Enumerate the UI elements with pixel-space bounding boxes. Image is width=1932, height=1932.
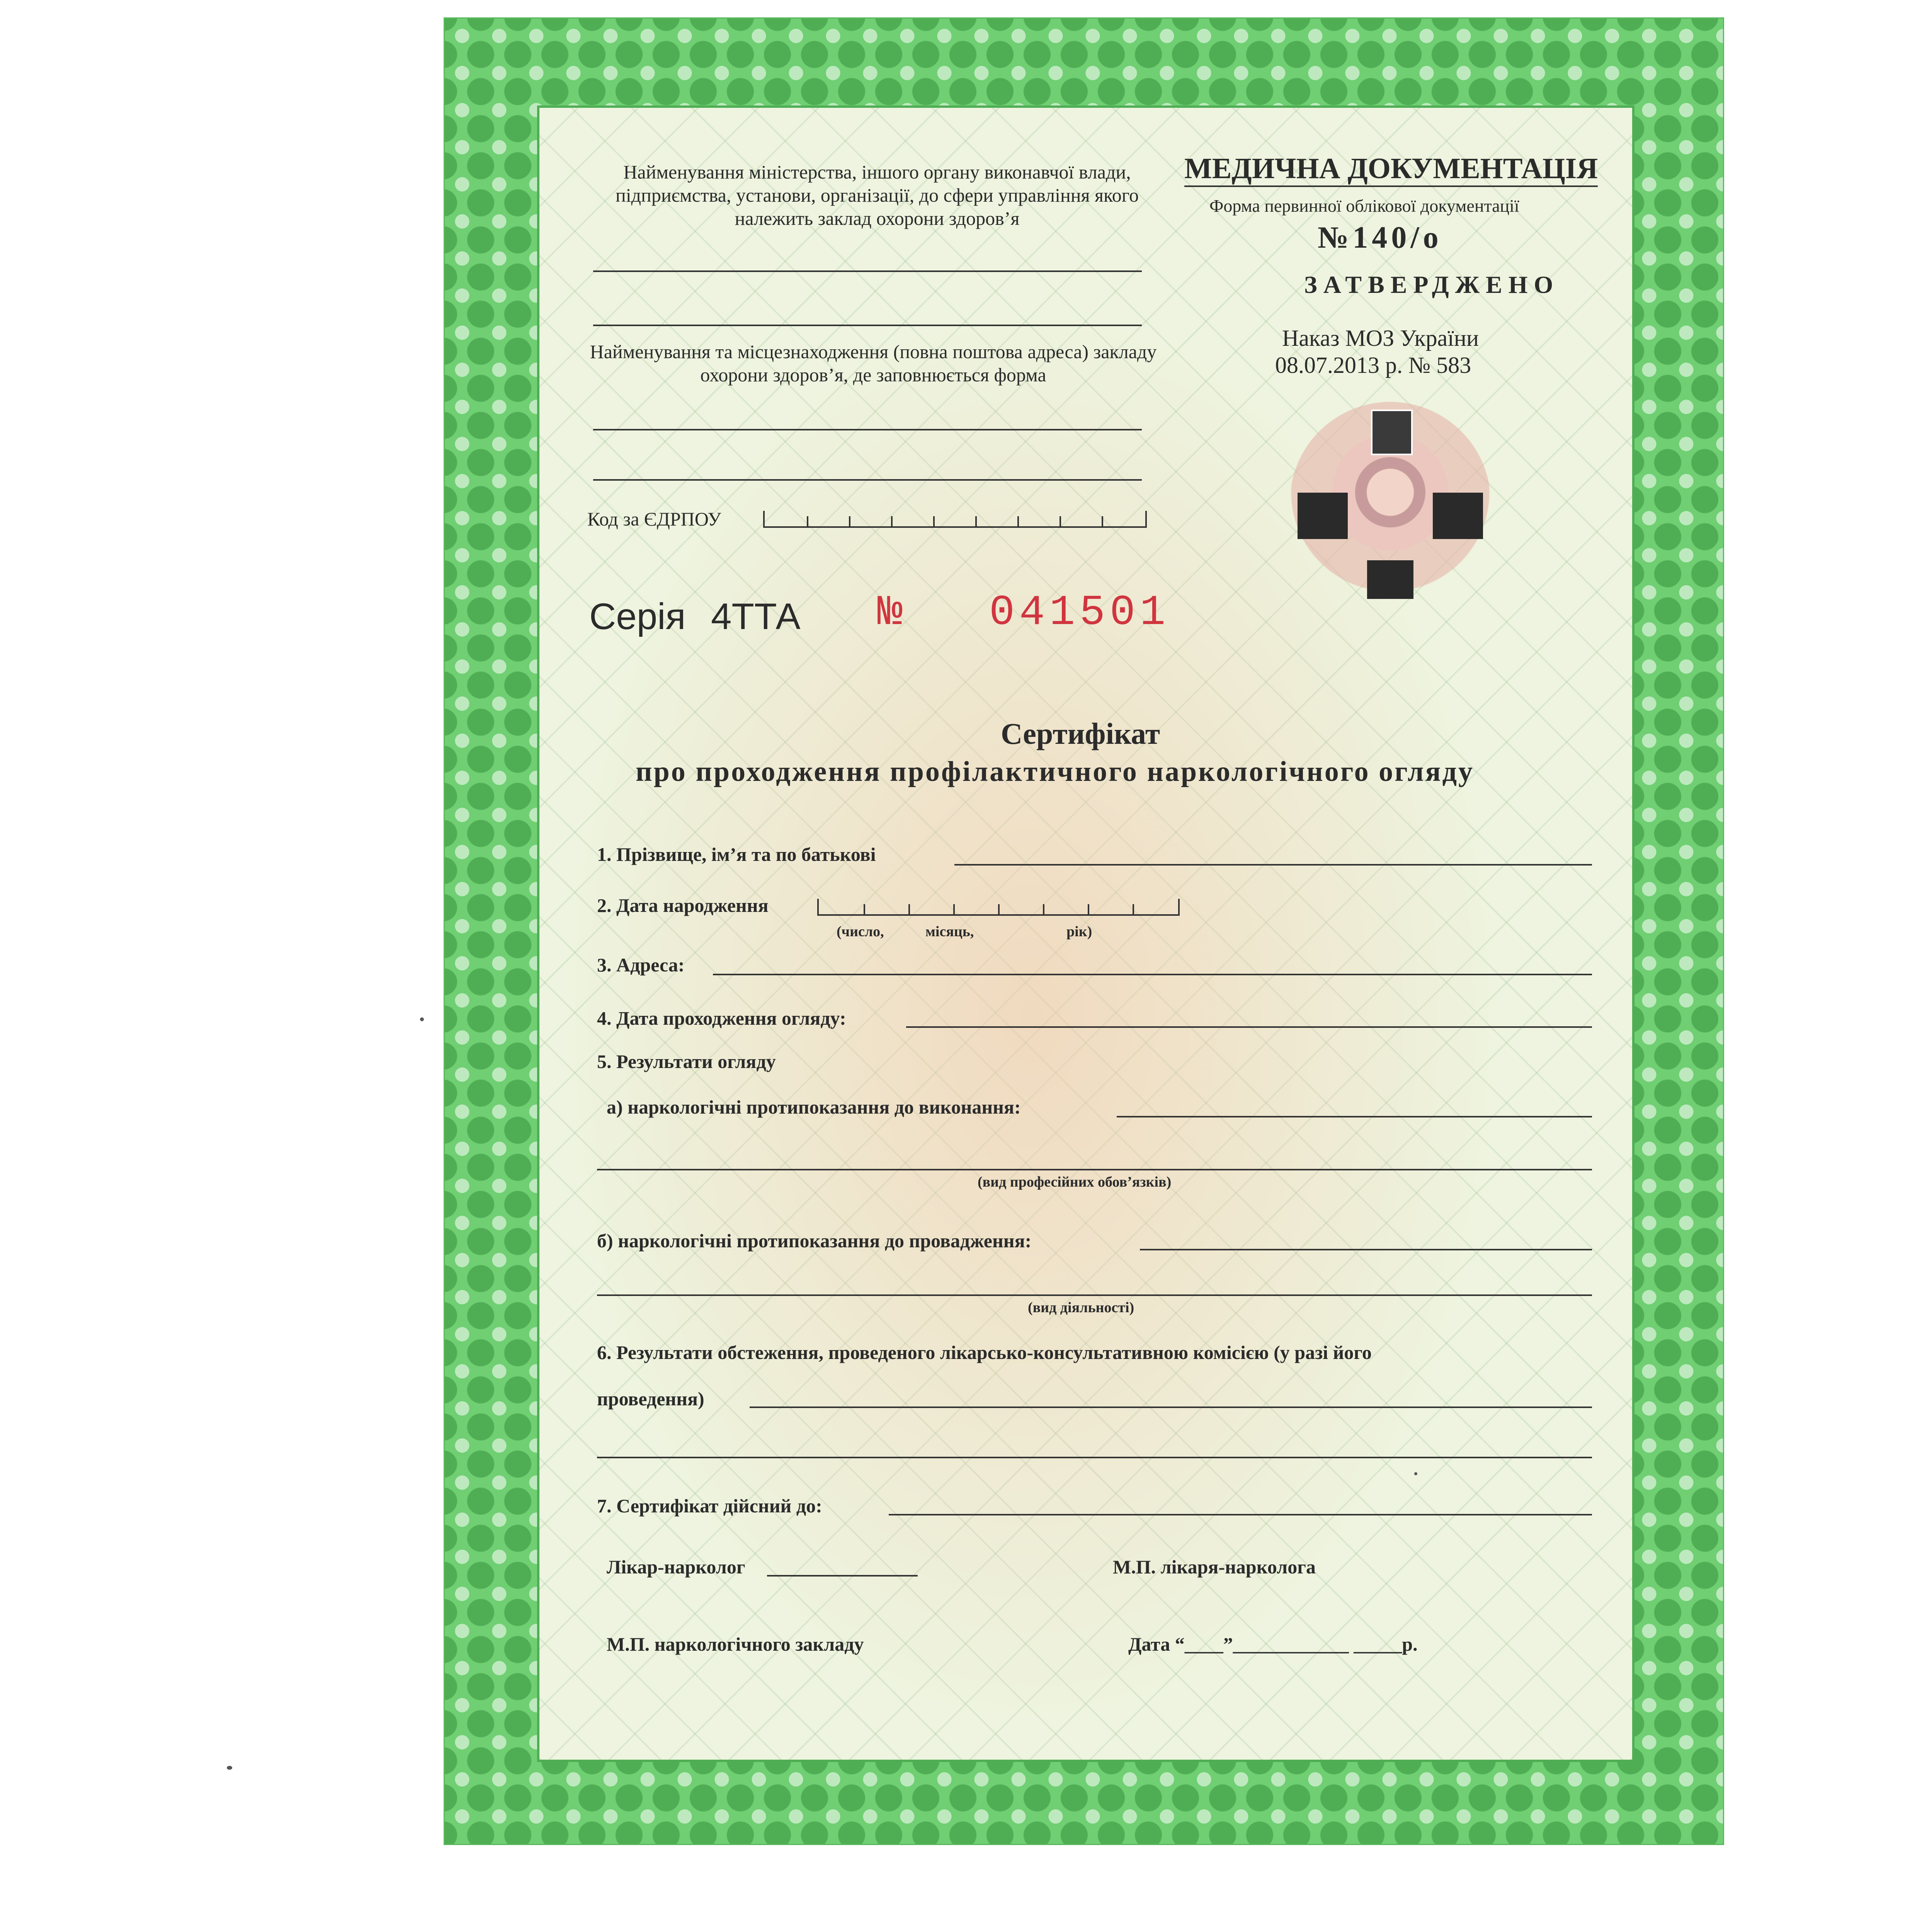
field-commission-results-line-2[interactable] <box>597 1457 1592 1458</box>
activity-type-caption: (вид діяльності) <box>1028 1299 1134 1316</box>
certificate-subtitle: про проходження профілактичного наркологічного огляду <box>636 756 1475 787</box>
field-commission-results-line-1[interactable] <box>750 1406 1592 1408</box>
field-contra-execution-line-1[interactable] <box>1117 1116 1592 1117</box>
doctor-label: Лікар-нарколог <box>607 1556 745 1578</box>
serial-number: 041501 <box>989 589 1170 637</box>
field-birth-date-label: 2. Дата народження <box>597 895 769 916</box>
facility-caption: Найменування та місцезнаходження (повна поштова адреса) закладу охорони здоров’я, де заповнюється форма <box>590 341 1157 386</box>
field-contra-activity-line-2[interactable] <box>597 1294 1592 1296</box>
facility-line-1 <box>593 429 1142 430</box>
field-commission-results-label: 6. Результати обстеження, проведеного лікарсько-консультативною комісією (у разі його <box>597 1342 1372 1363</box>
field-exam-date-label: 4. Дата проходження огляду: <box>597 1007 846 1029</box>
field-contra-execution-label: а) наркологічні протипоказання до виконання: <box>607 1096 1021 1118</box>
series-value: 4ТТА <box>711 596 801 637</box>
order-line-1: Наказ МОЗ України <box>1282 325 1479 351</box>
doctor-stamp-label: М.П. лікаря-нарколога <box>1113 1556 1316 1578</box>
edrpou-boxes[interactable] <box>763 511 1147 528</box>
medical-documentation-title: МЕДИЧНА ДОКУМЕНТАЦІЯ <box>1184 154 1598 187</box>
professional-duties-caption: (вид професійних обов’язків) <box>978 1174 1172 1190</box>
certificate-title: Сертифікат <box>1001 717 1160 750</box>
facility-line-2 <box>593 479 1142 481</box>
form-number: №140/о <box>1318 221 1442 255</box>
field-address-label: 3. Адреса: <box>597 954 685 976</box>
approved-label: ЗАТВЕРДЖЕНО <box>1304 271 1560 298</box>
field-valid-until-line[interactable] <box>889 1514 1592 1515</box>
field-exam-date-line[interactable] <box>906 1026 1592 1028</box>
doctor-signature-line[interactable] <box>767 1575 918 1577</box>
series-label: Серія <box>589 596 686 637</box>
edrpou-label: Код за ЄДРПОУ <box>587 508 721 530</box>
scan-speck <box>227 1766 232 1770</box>
field-contra-activity-line-1[interactable] <box>1140 1249 1592 1250</box>
field-contra-activity-label: б) наркологічні протипоказання до провадження: <box>597 1230 1032 1252</box>
form-caption: Форма первинної облікової документації <box>1209 196 1519 216</box>
facility-stamp-label: М.П. наркологічного закладу <box>607 1633 864 1655</box>
hologram-seal-icon <box>1290 402 1491 603</box>
field-results-label: 5. Результати огляду <box>597 1051 776 1072</box>
scan-speck <box>1414 1472 1417 1475</box>
order-line-2: 08.07.2013 р. № 583 <box>1275 352 1471 378</box>
date-label: Дата “____”____________ _____р. <box>1128 1633 1418 1655</box>
ministry-line-1 <box>593 270 1142 272</box>
ministry-line-2 <box>593 325 1142 326</box>
birth-date-day-caption: (число, <box>837 923 884 940</box>
scan-speck <box>420 1017 424 1021</box>
ministry-caption: Найменування міністерства, іншого органу виконавчої влади, підприємства, установи, організації, до сфери управління якого належить заклад охорони здоров’я <box>615 161 1139 229</box>
field-full-name-line[interactable] <box>954 864 1592 866</box>
field-commission-results-label-2: проведення) <box>597 1388 704 1410</box>
birth-date-boxes[interactable] <box>817 899 1180 916</box>
birth-date-year-caption: рік) <box>1066 923 1092 940</box>
field-address-line[interactable] <box>713 974 1592 975</box>
birth-date-month-caption: місяць, <box>925 923 974 940</box>
field-full-name-label: 1. Прізвище, ім’я та по батькові <box>597 844 876 865</box>
number-sign: № <box>877 589 903 637</box>
field-contra-execution-line-2[interactable] <box>597 1169 1592 1170</box>
field-valid-until-label: 7. Сертифікат дійсний до: <box>597 1495 822 1517</box>
